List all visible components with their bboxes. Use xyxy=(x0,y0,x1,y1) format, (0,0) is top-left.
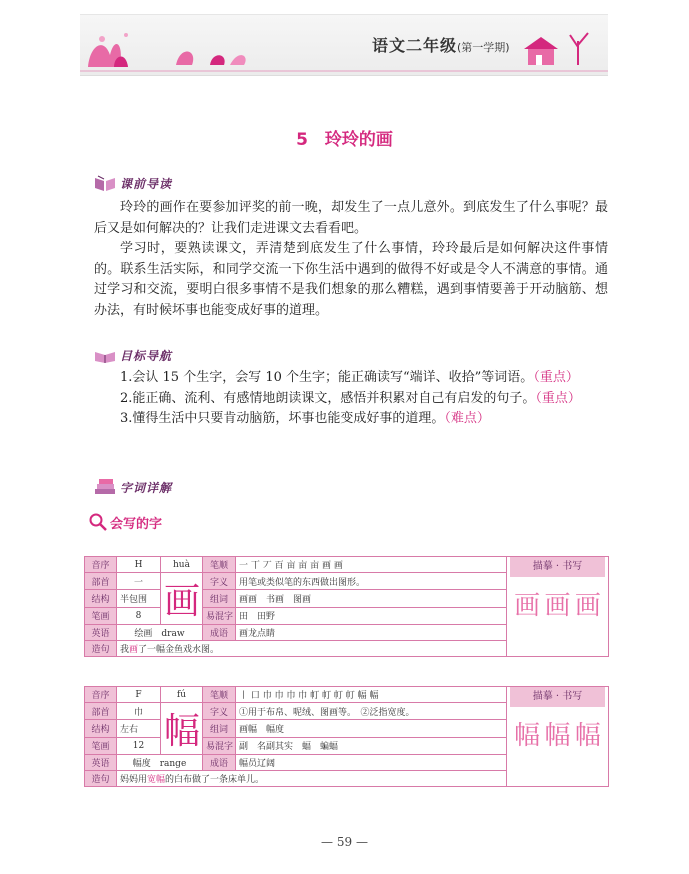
field-value: F xyxy=(117,687,161,703)
field-label: 结构 xyxy=(85,720,117,737)
goals-text xyxy=(94,368,608,430)
section-header-preview xyxy=(94,172,172,194)
goal-3: 3.懂得生活中只要肯动脑筋，坏事也能变成好事的道理。（难点） xyxy=(120,411,490,426)
section-header-goals xyxy=(94,344,172,366)
field-label: 成语 xyxy=(203,755,236,771)
page-number: — 59 — xyxy=(321,835,368,849)
section-label: 课前导读 xyxy=(120,176,173,191)
field-label: 英语 xyxy=(85,625,117,641)
big-character: 画 xyxy=(161,573,203,625)
field-value: H xyxy=(117,557,161,573)
field-value: 8 xyxy=(117,607,161,624)
field-label: 字义 xyxy=(203,703,236,720)
preview-paragraph-1: 玲玲的画作在要参加评奖的前一晚，却发生了一点儿意外。到底发生了什么事呢？最后又是如何解决的？让我们走进课文去看看吧。 xyxy=(94,200,608,236)
trace-box: 描摹 · 书写 画 画 画 xyxy=(507,557,609,657)
field-label: 音序 xyxy=(85,687,117,703)
open-book-icon xyxy=(94,346,116,364)
field-label: 部首 xyxy=(85,703,117,720)
field-label: 组词 xyxy=(203,720,236,737)
field-value: 左右 xyxy=(117,720,161,737)
field-value: 半包围 xyxy=(117,590,161,607)
char-card-fu xyxy=(84,686,609,787)
field-label: 组词 xyxy=(203,590,236,607)
section-header-words xyxy=(94,476,172,498)
field-value: 一 丅 丆 百 亩 亩 亩 画 画 xyxy=(236,557,507,573)
field-label: 笔画 xyxy=(85,607,117,624)
field-value: 田 田野 xyxy=(236,607,507,624)
field-label: 笔画 xyxy=(85,737,117,754)
field-value: 幅员辽阔 xyxy=(236,755,507,771)
floral-decoration-icon xyxy=(80,15,608,75)
page-header-banner xyxy=(80,14,608,76)
field-label: 部首 xyxy=(85,573,117,590)
big-character: 幅 xyxy=(161,703,203,755)
field-value: 丨 口 巾 巾 巾 巾 帄 帄 帄 帄 幅 幅 xyxy=(236,687,507,703)
field-label: 结构 xyxy=(85,590,117,607)
field-label: 造句 xyxy=(85,641,117,657)
field-label: 字义 xyxy=(203,573,236,590)
field-label: 易混字 xyxy=(203,607,236,624)
field-value: fú xyxy=(161,687,203,703)
example-sentence: 妈妈用宽幅的白布做了一条床单儿。 xyxy=(117,771,507,787)
stacked-books-icon xyxy=(94,478,116,496)
field-value: 画幅 幅度 xyxy=(236,720,507,737)
example-sentence: 我画了一幅金鱼戏水图。 xyxy=(117,641,507,657)
trace-box: 描摹 · 书写 幅 幅 幅 xyxy=(507,687,609,787)
book-title: 语文二年级(第一学期) xyxy=(372,36,510,55)
goal-2: 2.能正确、流利、有感情地朗读课文，感悟并积累对自己有启发的句子。（重点） xyxy=(120,390,581,406)
field-label: 音序 xyxy=(85,557,117,573)
preview-paragraph-2: 学习时，要熟读课文，弄清楚到底发生了什么事情，玲玲最后是如何解决这件事情的。联系生活实际，和同学交流一下你生活中遇到的做得不好或是令人不满意的事情。通过学习和交流，要明白很多事情不是我们想象的那么糟糕，遇到事情要善于开动脑筋、想办法，有时候坏事也能变成好事的道理。 xyxy=(94,241,608,318)
field-value: ①用于布帛、呢绒、图画等。 ②泛指宽度。 xyxy=(236,703,507,720)
field-value: 副 名副其实 蝠 蝙蝠 xyxy=(236,737,507,754)
lesson-title: 5 玲玲的画 xyxy=(296,130,393,150)
magnifier-icon xyxy=(88,512,108,532)
char-card-hua xyxy=(84,556,609,657)
goal-1: 1.会认 15 个生字，会写 10 个生字；能正确读写“端详、收拾”等词语。（重点） xyxy=(120,370,579,385)
field-label: 成语 xyxy=(203,625,236,641)
field-value: 一 xyxy=(117,573,161,590)
field-label: 易混字 xyxy=(203,737,236,754)
field-label: 英语 xyxy=(85,755,117,771)
field-value: 幅度 range xyxy=(117,755,203,771)
field-value: 画画 书画 图画 xyxy=(236,590,507,607)
field-value: 绘画 draw xyxy=(117,625,203,641)
subsection-write-chars: 会写的字 xyxy=(88,512,162,532)
field-label: 笔顺 xyxy=(203,687,236,703)
field-label: 笔顺 xyxy=(203,557,236,573)
field-label: 造句 xyxy=(85,771,117,787)
field-value: 用笔或类似笔的东西做出图形。 xyxy=(236,573,507,590)
field-value: 巾 xyxy=(117,703,161,720)
field-value: huà xyxy=(161,557,203,573)
section-label: 目标导航 xyxy=(120,348,173,363)
field-value: 画龙点睛 xyxy=(236,625,507,641)
field-value: 12 xyxy=(117,737,161,754)
book-icon xyxy=(94,174,116,192)
section-label: 字词详解 xyxy=(120,480,173,495)
preview-text xyxy=(94,198,608,321)
